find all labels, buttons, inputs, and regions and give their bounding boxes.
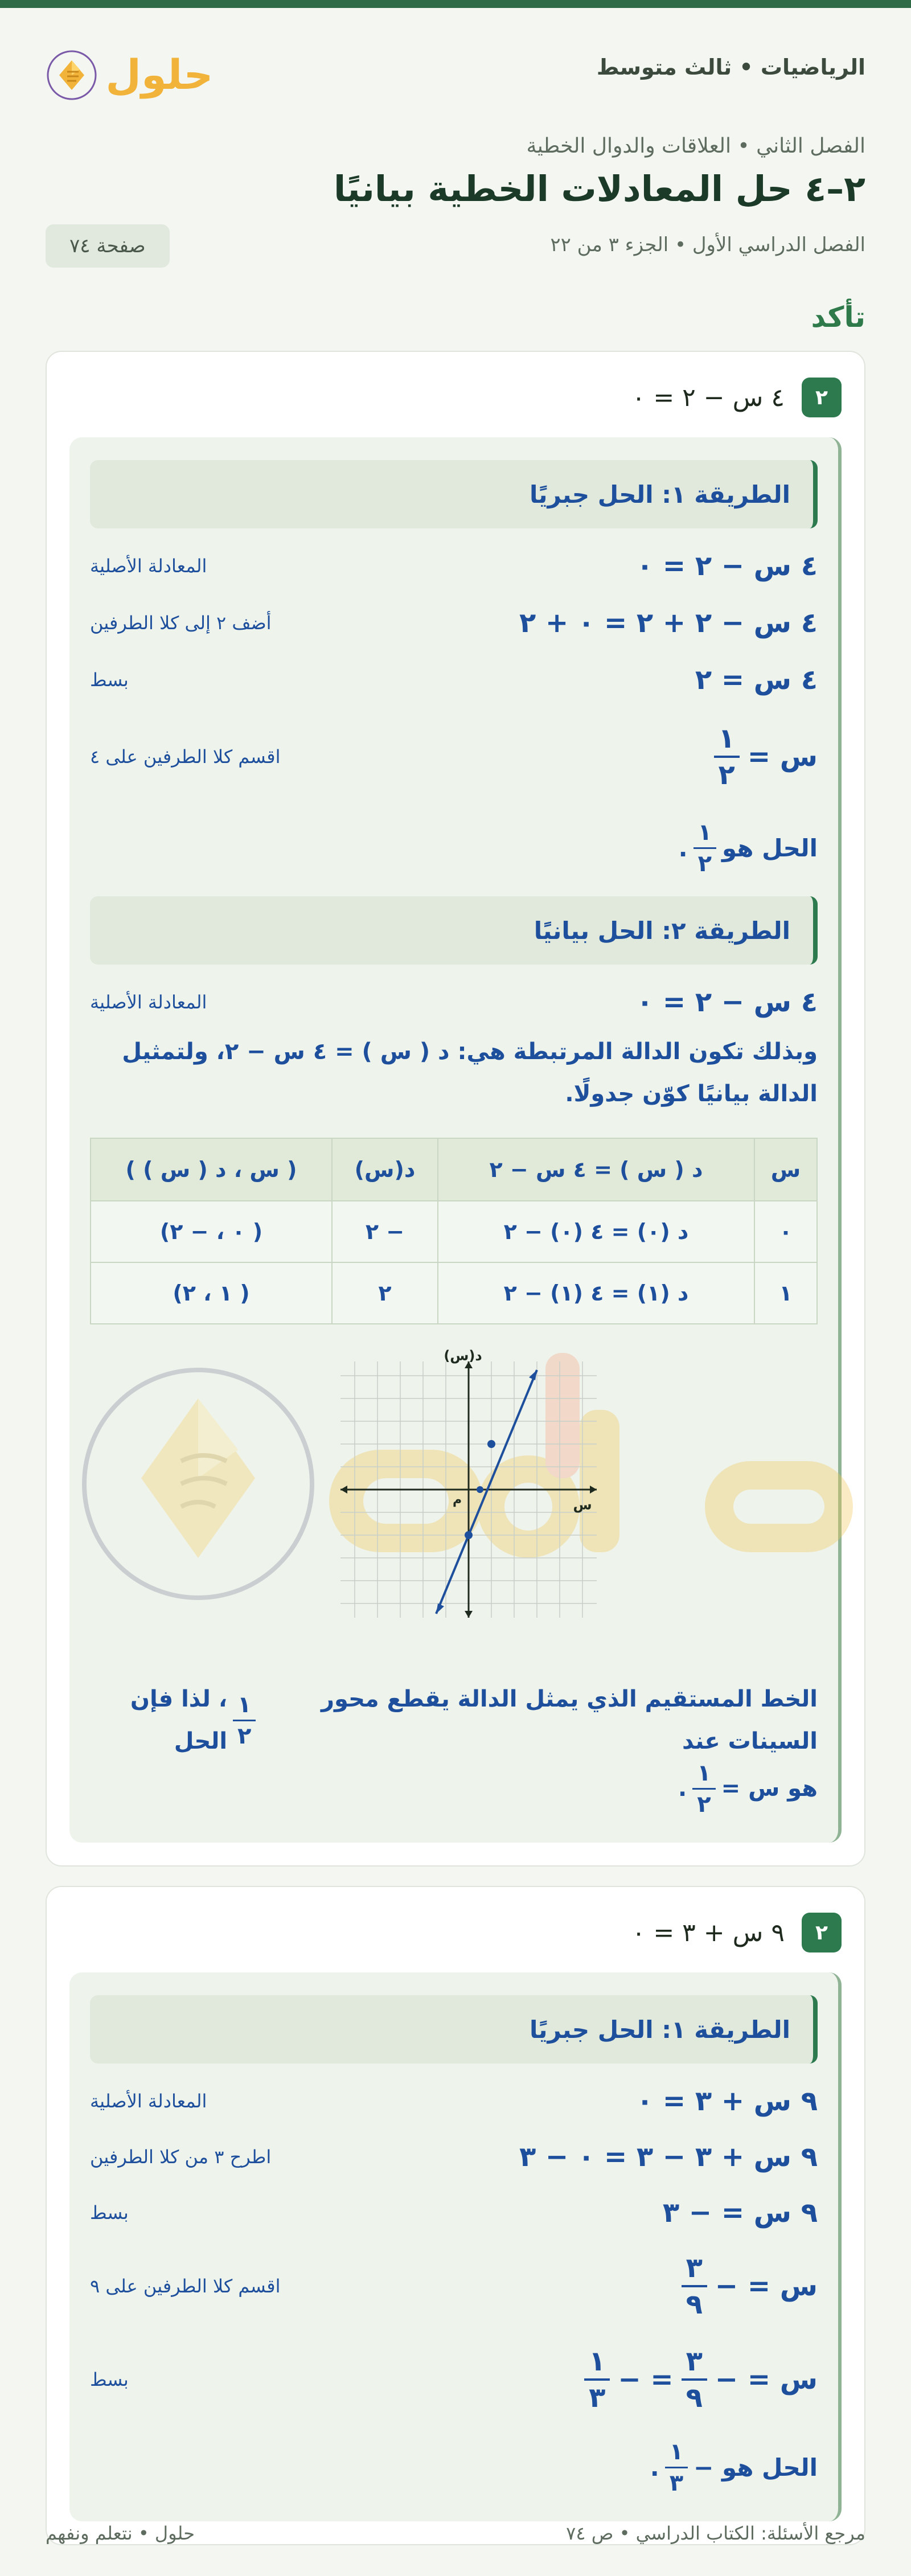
numerator: ١ bbox=[237, 1691, 252, 1718]
answer-prefix: الحل هو bbox=[722, 834, 818, 862]
values-table bbox=[90, 1138, 818, 1324]
conclusion-text: ، لذا فإن الحل bbox=[130, 1686, 228, 1754]
point-1-2 bbox=[487, 1440, 495, 1448]
fraction bbox=[693, 821, 716, 875]
subject-title: الرياضيات • ثالث متوسط bbox=[596, 55, 865, 80]
section-heading: تأكد bbox=[811, 301, 865, 334]
top-bar bbox=[0, 0, 911, 8]
table-header: ( س ، د ( س ) ) bbox=[91, 1138, 332, 1201]
numerator: ١ bbox=[718, 723, 735, 754]
method-title-algebraic: الطريقة ١: الحل جبريًا bbox=[90, 1995, 818, 2064]
step-note: اقسم كلا الطرفين على ٩ bbox=[90, 2275, 281, 2297]
step-row bbox=[90, 720, 818, 794]
step-note: بسط bbox=[90, 2202, 129, 2224]
step-note: بسط bbox=[90, 2369, 129, 2390]
footer-reference: مرجع الأسئلة: الكتاب الدراسي • ص ٧٤ bbox=[566, 2522, 865, 2544]
step-row bbox=[90, 549, 818, 583]
step-row bbox=[90, 606, 818, 640]
lesson-meta: الفصل الدراسي الأول • الجزء ٣ من ٢٢ bbox=[550, 233, 865, 256]
eq-prefix: س = − bbox=[715, 2364, 818, 2395]
table-header: د ( س ) = ٤ س − ٢ bbox=[438, 1138, 754, 1201]
method-title-graphical: الطريقة ٢: الحل بيانيًا bbox=[90, 896, 818, 965]
step-note: اقسم كلا الطرفين على ٤ bbox=[90, 746, 281, 768]
eq-prefix: س = − bbox=[715, 2270, 818, 2302]
footer-brand: حلول • نتعلم ونفهم bbox=[46, 2522, 195, 2544]
lesson-title: ٢–٤ حل المعادلات الخطية بيانيًا bbox=[334, 168, 865, 210]
table-cell: ١ bbox=[754, 1262, 817, 1324]
step-note: بسط bbox=[90, 669, 129, 691]
denominator: ٣ bbox=[665, 2467, 688, 2495]
fraction bbox=[682, 2254, 707, 2318]
table-cell: ٠ bbox=[754, 1201, 817, 1262]
method-title-algebraic: الطريقة ١: الحل جبريًا bbox=[90, 460, 818, 528]
step-equation: ٤ س − ٢ = ٠ bbox=[636, 986, 818, 1018]
step-equation: ٤ س − ٢ = ٠ bbox=[636, 550, 818, 582]
numerator: ١ bbox=[697, 819, 712, 846]
step-equation bbox=[714, 725, 818, 789]
table-header-row bbox=[91, 1138, 817, 1201]
table-header: س bbox=[754, 1138, 817, 1201]
denominator: ٢ bbox=[233, 1720, 256, 1748]
fraction bbox=[584, 2345, 610, 2414]
answer-line bbox=[90, 2436, 818, 2499]
denominator: ٩ bbox=[682, 2378, 707, 2411]
table-cell: د (١) = ٤ (١) − ٢ bbox=[438, 1262, 754, 1324]
point-0-neg2 bbox=[465, 1531, 473, 1539]
step-equation: ٩ س = − ٣ bbox=[662, 2197, 818, 2229]
x-intercept-point bbox=[477, 1486, 483, 1493]
step-row bbox=[90, 985, 818, 1019]
page-badge: صفحة ٧٤ bbox=[46, 224, 170, 268]
problem-equation: ٤ س − ٢ = ٠ bbox=[631, 383, 785, 412]
table-header: د(س) bbox=[332, 1138, 438, 1201]
table-row bbox=[91, 1201, 817, 1262]
y-axis-label: د(س) bbox=[444, 1348, 482, 1364]
denominator: ٢ bbox=[692, 1788, 715, 1816]
step-row bbox=[90, 2249, 818, 2323]
origin-label: م bbox=[452, 1493, 462, 1507]
conclusion-text: . bbox=[678, 1775, 687, 1802]
problem-number-badge: ٢ bbox=[802, 378, 842, 417]
conclusion-text: الخط المستقيم الذي يمثل الدالة يقطع محور السينات عند bbox=[321, 1686, 818, 1754]
conclusion-text: هو س = bbox=[721, 1775, 818, 1802]
step-row bbox=[90, 2140, 818, 2174]
numerator: ٣ bbox=[686, 2345, 703, 2377]
step-note: المعادلة الأصلية bbox=[90, 991, 207, 1013]
answer-line bbox=[90, 817, 818, 879]
step-note: أضف ٢ إلى كلا الطرفين bbox=[90, 612, 272, 634]
function-line bbox=[436, 1370, 537, 1614]
fraction bbox=[692, 1759, 715, 1818]
step-row bbox=[90, 663, 818, 697]
denominator: ٣ bbox=[584, 2378, 610, 2411]
problem-number-badge: ٢ bbox=[802, 1913, 842, 1952]
step-equation: ٩ س + ٣ = ٠ bbox=[636, 2085, 818, 2117]
eq-prefix: س = bbox=[747, 741, 818, 773]
step-equation: ٤ س = ٢ bbox=[695, 664, 818, 696]
step-equation: ٩ س + ٣ − ٣ = ٠ − ٣ bbox=[519, 2141, 818, 2173]
numerator: ١ bbox=[669, 2438, 684, 2465]
numerator: ١ bbox=[697, 1759, 711, 1786]
step-note: المعادلة الأصلية bbox=[90, 2090, 207, 2112]
table-cell: ( ١ ، ٢) bbox=[91, 1262, 332, 1324]
x-axis-label: س bbox=[573, 1497, 592, 1513]
conclusion-line-1 bbox=[90, 1686, 818, 1754]
related-function-paragraph: وبذلك تكون الدالة المرتبطة هي: د ( س ) = ٤ س − ٢، ولتمثيل الدالة بيانيًا كوّن جدولًا. bbox=[122, 1039, 818, 1107]
step-equation bbox=[584, 2345, 818, 2414]
answer-suffix: . bbox=[678, 834, 688, 862]
problem-card-2 bbox=[46, 1886, 865, 2545]
solution-panel-1 bbox=[69, 437, 842, 1843]
function-graph bbox=[340, 1348, 597, 1618]
table-cell: ٢ bbox=[332, 1262, 438, 1324]
graph-area bbox=[90, 1330, 818, 1672]
fraction bbox=[665, 2440, 688, 2495]
conclusion-line-2 bbox=[90, 1757, 818, 1820]
eq-mid: = − bbox=[618, 2364, 674, 2395]
numerator: ١ bbox=[589, 2345, 606, 2377]
chapter-breadcrumb: الفصل الثاني • العلاقات والدوال الخطية bbox=[526, 134, 865, 158]
table-row bbox=[91, 1262, 817, 1324]
answer-suffix: . bbox=[650, 2453, 659, 2481]
fraction bbox=[682, 2345, 707, 2414]
answer-prefix: الحل هو − bbox=[693, 2453, 818, 2481]
denominator: ٩ bbox=[682, 2285, 707, 2318]
site-header bbox=[46, 8, 865, 128]
step-note: اطرح ٣ من كلا الطرفين bbox=[90, 2146, 272, 2168]
step-equation bbox=[682, 2254, 818, 2318]
denominator: ٢ bbox=[714, 756, 740, 789]
numerator: ٣ bbox=[686, 2252, 703, 2284]
problem-equation: ٩ س + ٣ = ٠ bbox=[631, 1918, 785, 1947]
logo-wordmark: حلول bbox=[105, 51, 214, 99]
step-note: المعادلة الأصلية bbox=[90, 555, 207, 577]
step-equation: ٤ س − ٢ + ٢ = ٠ + ٢ bbox=[519, 607, 818, 639]
step-row bbox=[90, 2084, 818, 2118]
fraction bbox=[714, 725, 740, 789]
table-cell: − ٢ bbox=[332, 1201, 438, 1262]
hulul-logo[interactable] bbox=[46, 40, 214, 108]
problem-card-1 bbox=[46, 351, 865, 1867]
fraction bbox=[233, 1693, 256, 1748]
denominator: ٢ bbox=[693, 847, 716, 875]
step-row bbox=[90, 2343, 818, 2417]
table-cell: ( ٠ ، − ٢) bbox=[91, 1201, 332, 1262]
page-footer bbox=[46, 2522, 865, 2557]
table-cell: د (٠) = ٤ (٠) − ٢ bbox=[438, 1201, 754, 1262]
solution-panel-2 bbox=[69, 1972, 842, 2521]
step-row bbox=[90, 2196, 818, 2230]
